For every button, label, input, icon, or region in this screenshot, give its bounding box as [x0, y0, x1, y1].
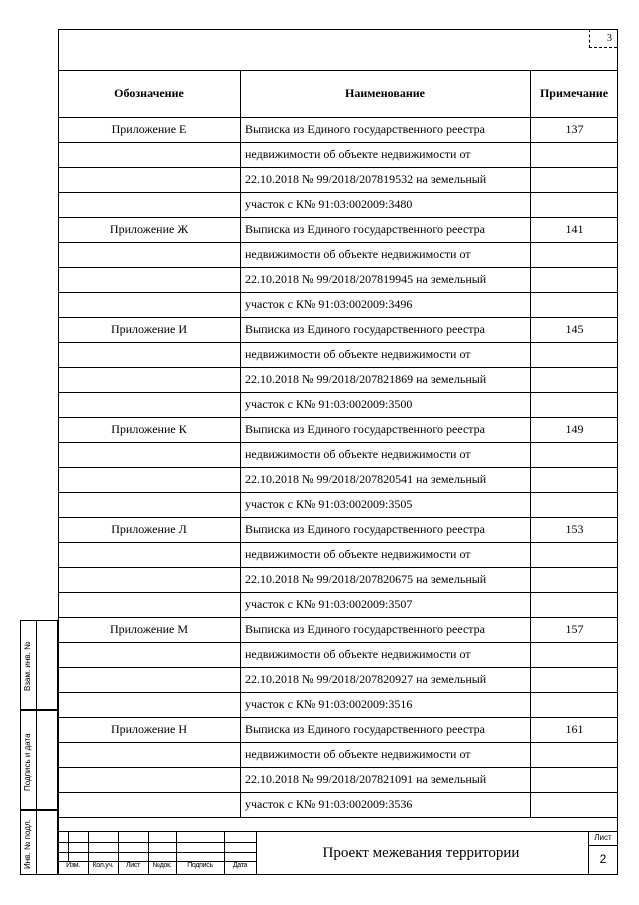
table-row: [58, 342, 618, 367]
cell-designation: [58, 242, 240, 267]
cell-note: [531, 667, 618, 692]
table-row: [58, 467, 618, 492]
cell-designation: [58, 342, 240, 367]
cell-name: Выписка из Единого государственного реестра: [245, 622, 485, 636]
cell-designation: Приложение Е: [111, 122, 187, 136]
cell-name: 22.10.2018 № 99/2018/207821869 на земельный: [245, 372, 487, 386]
cell-name: Выписка из Единого государственного реестра: [245, 222, 485, 236]
table-row: [58, 567, 618, 592]
table-row: [58, 292, 618, 317]
cell-note: [531, 742, 618, 767]
cell-name: недвижимости об объекте недвижимости от: [245, 147, 471, 161]
cell-note: 153: [565, 522, 584, 536]
cell-note: [531, 642, 618, 667]
table-row: [58, 142, 618, 167]
cell-note: [531, 192, 618, 217]
cell-note: [531, 692, 618, 717]
document-title: Проект межевания территории: [322, 845, 520, 861]
table-row: [58, 392, 618, 417]
tb-label-izm: Изм.: [66, 862, 80, 869]
stamp-podpis-label: Подпись и дата: [23, 733, 32, 791]
cell-designation: Приложение Н: [110, 722, 188, 736]
table-row: [58, 792, 618, 817]
table-row: [58, 417, 618, 442]
cell-note: [531, 567, 618, 592]
cell-note: [531, 492, 618, 517]
stamp-inv: [20, 810, 58, 875]
cell-note: [531, 292, 618, 317]
cell-note: [531, 267, 618, 292]
cell-name: участок с К№ 91:03:002009:3505: [245, 497, 413, 511]
header-name: Наименование: [345, 86, 425, 100]
cell-note: [531, 442, 618, 467]
table-row: [58, 692, 618, 717]
cell-name: 22.10.2018 № 99/2018/207819945 на земельный: [245, 272, 487, 286]
table-row: [58, 317, 618, 342]
table-row: [58, 617, 618, 642]
cell-name: 22.10.2018 № 99/2018/207820675 на земельный: [245, 572, 487, 586]
cell-note: [531, 392, 618, 417]
cell-name: недвижимости об объекте недвижимости от: [245, 247, 471, 261]
cell-note: 137: [565, 122, 584, 136]
cell-designation: [58, 742, 240, 767]
cell-designation: [58, 492, 240, 517]
cell-designation: [58, 392, 240, 417]
table-row: [58, 517, 618, 542]
cell-name: недвижимости об объекте недвижимости от: [245, 647, 471, 661]
cell-note: [531, 242, 618, 267]
cell-designation: [58, 142, 240, 167]
cell-designation: Приложение Л: [111, 522, 187, 536]
cell-name: участок с К№ 91:03:002009:3496: [245, 297, 413, 311]
tb-label-podpis: Подпись: [187, 862, 213, 869]
header-note: Примечание: [539, 86, 609, 100]
cell-note: 149: [565, 422, 584, 436]
cell-designation: [58, 192, 240, 217]
table-row: [58, 642, 618, 667]
cell-designation: [58, 292, 240, 317]
row-divider: [58, 817, 618, 818]
tb-label-list: Лист: [125, 862, 140, 869]
cell-designation: [58, 792, 240, 817]
cell-name: участок с К№ 91:03:002009:3480: [245, 197, 413, 211]
cell-note: [531, 367, 618, 392]
cell-note: [531, 467, 618, 492]
cell-designation: [58, 667, 240, 692]
cell-name: Выписка из Единого государственного реестра: [245, 322, 485, 336]
cell-name: Выписка из Единого государственного реестра: [245, 722, 485, 736]
cell-note: 161: [565, 722, 584, 736]
header-designation: Обозначение: [114, 86, 184, 100]
cell-designation: [58, 542, 240, 567]
table-row: [58, 592, 618, 617]
stamp-vzam-label: Взам. инв. №: [23, 641, 32, 691]
table-row: [58, 492, 618, 517]
cell-designation: [58, 442, 240, 467]
table-row: [58, 192, 618, 217]
cell-note: [531, 142, 618, 167]
cell-name: участок с К№ 91:03:002009:3516: [245, 697, 413, 711]
cell-name: недвижимости об объекте недвижимости от: [245, 547, 471, 561]
cell-designation: Приложение И: [110, 322, 188, 336]
cell-name: 22.10.2018 № 99/2018/207819532 на земельный: [245, 172, 487, 186]
table-row: [58, 542, 618, 567]
stamp-podpis: [20, 710, 58, 810]
cell-name: 22.10.2018 № 99/2018/207820927 на земельный: [245, 672, 487, 686]
page-number-tab: 3: [589, 29, 617, 48]
cell-note: [531, 342, 618, 367]
table-row: [58, 267, 618, 292]
cell-designation: [58, 592, 240, 617]
table-row: [58, 717, 618, 742]
cell-name: 22.10.2018 № 99/2018/207821091 на земельный: [245, 772, 487, 786]
cell-designation: [58, 467, 240, 492]
table-row: [58, 767, 618, 792]
cell-designation: [58, 767, 240, 792]
table-row: [58, 217, 618, 242]
cell-note: [531, 592, 618, 617]
cell-name: Выписка из Единого государственного реестра: [245, 422, 485, 436]
cell-designation: [58, 267, 240, 292]
table-row: [58, 242, 618, 267]
stamp-vzam: [20, 620, 58, 710]
cell-name: недвижимости об объекте недвижимости от: [245, 747, 471, 761]
cell-designation: [58, 567, 240, 592]
cell-note: [531, 767, 618, 792]
cell-designation: [58, 167, 240, 192]
cell-name: участок с К№ 91:03:002009:3507: [245, 597, 413, 611]
cell-note: 145: [565, 322, 584, 336]
table-row: [58, 167, 618, 192]
cell-name: 22.10.2018 № 99/2018/207820541 на земельный: [245, 472, 487, 486]
stamp-inv-label: Инв. № подл.: [23, 819, 32, 869]
cell-note: 157: [565, 622, 584, 636]
cell-designation: Приложение Ж: [109, 222, 189, 236]
cell-name: Выписка из Единого государственного реестра: [245, 522, 485, 536]
cell-designation: Приложение М: [109, 622, 189, 636]
table-row: [58, 442, 618, 467]
cell-note: [531, 542, 618, 567]
table-row: [58, 742, 618, 767]
cell-note: 141: [565, 222, 584, 236]
tb-label-koluch: Кол.уч.: [92, 862, 114, 869]
cell-name: участок с К№ 91:03:002009:3500: [245, 397, 413, 411]
cell-designation: [58, 367, 240, 392]
table-row: [58, 117, 618, 142]
cell-name: Выписка из Единого государственного реестра: [245, 122, 485, 136]
cell-name: недвижимости об объекте недвижимости от: [245, 447, 471, 461]
table-row: [58, 667, 618, 692]
cell-designation: Приложение К: [111, 422, 187, 436]
tb-label-ndok: №док.: [152, 862, 172, 869]
table-row: [58, 367, 618, 392]
cell-name: недвижимости об объекте недвижимости от: [245, 347, 471, 361]
tb-label-data: Дата: [232, 862, 248, 869]
cell-note: [531, 167, 618, 192]
cell-designation: [58, 642, 240, 667]
cell-designation: [58, 692, 240, 717]
cell-name: участок с К№ 91:03:002009:3536: [245, 797, 413, 811]
sheet-number: 2: [599, 852, 607, 866]
cell-note: [531, 792, 618, 817]
sheet-label: Лист: [594, 833, 612, 842]
